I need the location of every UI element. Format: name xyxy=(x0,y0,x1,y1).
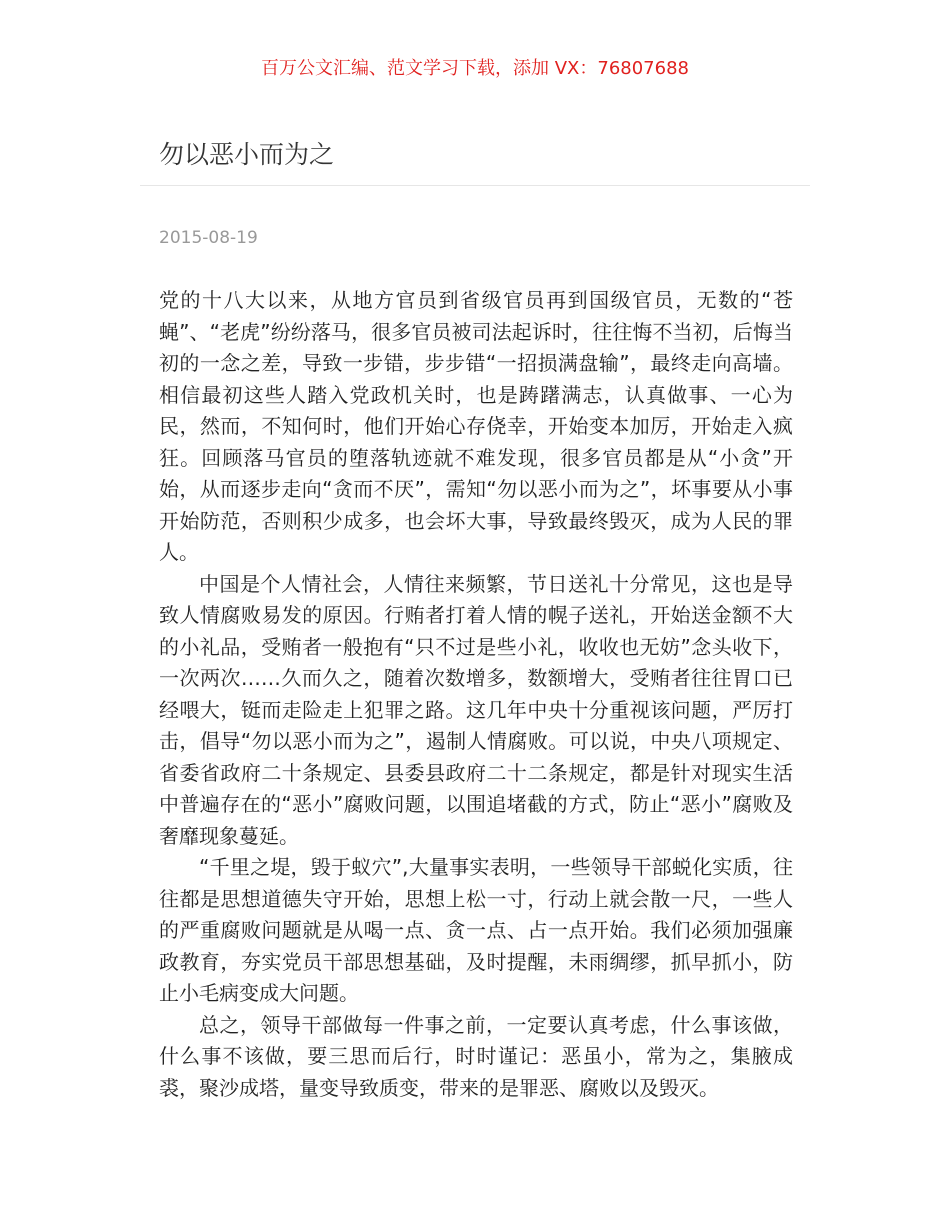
promo-banner: 百万公文汇编、范文学习下载，添加 VX：76807688 xyxy=(261,58,689,79)
title-divider xyxy=(140,185,810,186)
article-paragraph-4: 总之，领导干部做每一件事之前，一定要认真考虑，什么事该做，什么事不该做，要三思而后行，时时谨记：恶虽小，常为之，集腋成裘，聚沙成塔，量变导致质变，带来的是罪恶、腐败以及毁灭。 xyxy=(159,1012,793,1100)
publish-date: 2015-08-19 xyxy=(159,228,258,248)
article-paragraph-1: 党的十八大以来，从地方官员到省级官员再到国级官员，无数的“苍蝇”、“老虎”纷纷落马，很多官员被司法起诉时，往往悔不当初，后悔当初的一念之差，导致一步错，步步错“一招损满盘输”，最终走向高墙。相信最初这些人踏入党政机关时，也是踌躇满志，认真做事、一心为民，然而，不知何时，他们开始心存侥幸，开始变本加厉，开始走入疯狂。回顾落马官员的堕落轨迹就不难发现，很多官员都是从“小贪”开始，从而逐步走向“贪而不厌”，需知“勿以恶小而为之”，坏事要从小事开始防范，否则积少成多，也会坏大事，导致最终毁灭，成为人民的罪人。 xyxy=(159,288,793,564)
article-paragraph-3: “千里之堤，毁于蚁穴”,大量事实表明，一些领导干部蜕化实质，往往都是思想道德失守开始，思想上松一寸，行动上就会散一尺，一些人的严重腐败问题就是从喝一点、贪一点、占一点开始。我们必须加强廉政教育，夯实党员干部思想基础，及时提醒，未雨绸缪，抓早抓小，防止小毛病变成大问题。 xyxy=(159,855,793,1005)
article-title: 勿以恶小而为之 xyxy=(159,140,335,169)
article-paragraph-2: 中国是个人情社会，人情往来频繁，节日送礼十分常见，这也是导致人情腐败易发的原因。行贿者打着人情的幌子送礼，开始送金额不大的小礼品，受贿者一般抱有“只不过是些小礼，收收也无妨”念头收下，一次两次……久而久之，随着次数增多，数额增大，受贿者往往胃口已经喂大，铤而走险走上犯罪之路。这几年中央十分重视该问题，严厉打击，倡导“勿以恶小而为之”，遏制人情腐败。可以说，中央八项规定、省委省政府二十条规定、县委县政府二十二条规定，都是针对现实生活中普遍存在的“恶小”腐败问题，以围追堵截的方式，防止“恶小”腐败及奢靡现象蔓延。 xyxy=(159,571,793,848)
article-body xyxy=(159,285,793,1104)
